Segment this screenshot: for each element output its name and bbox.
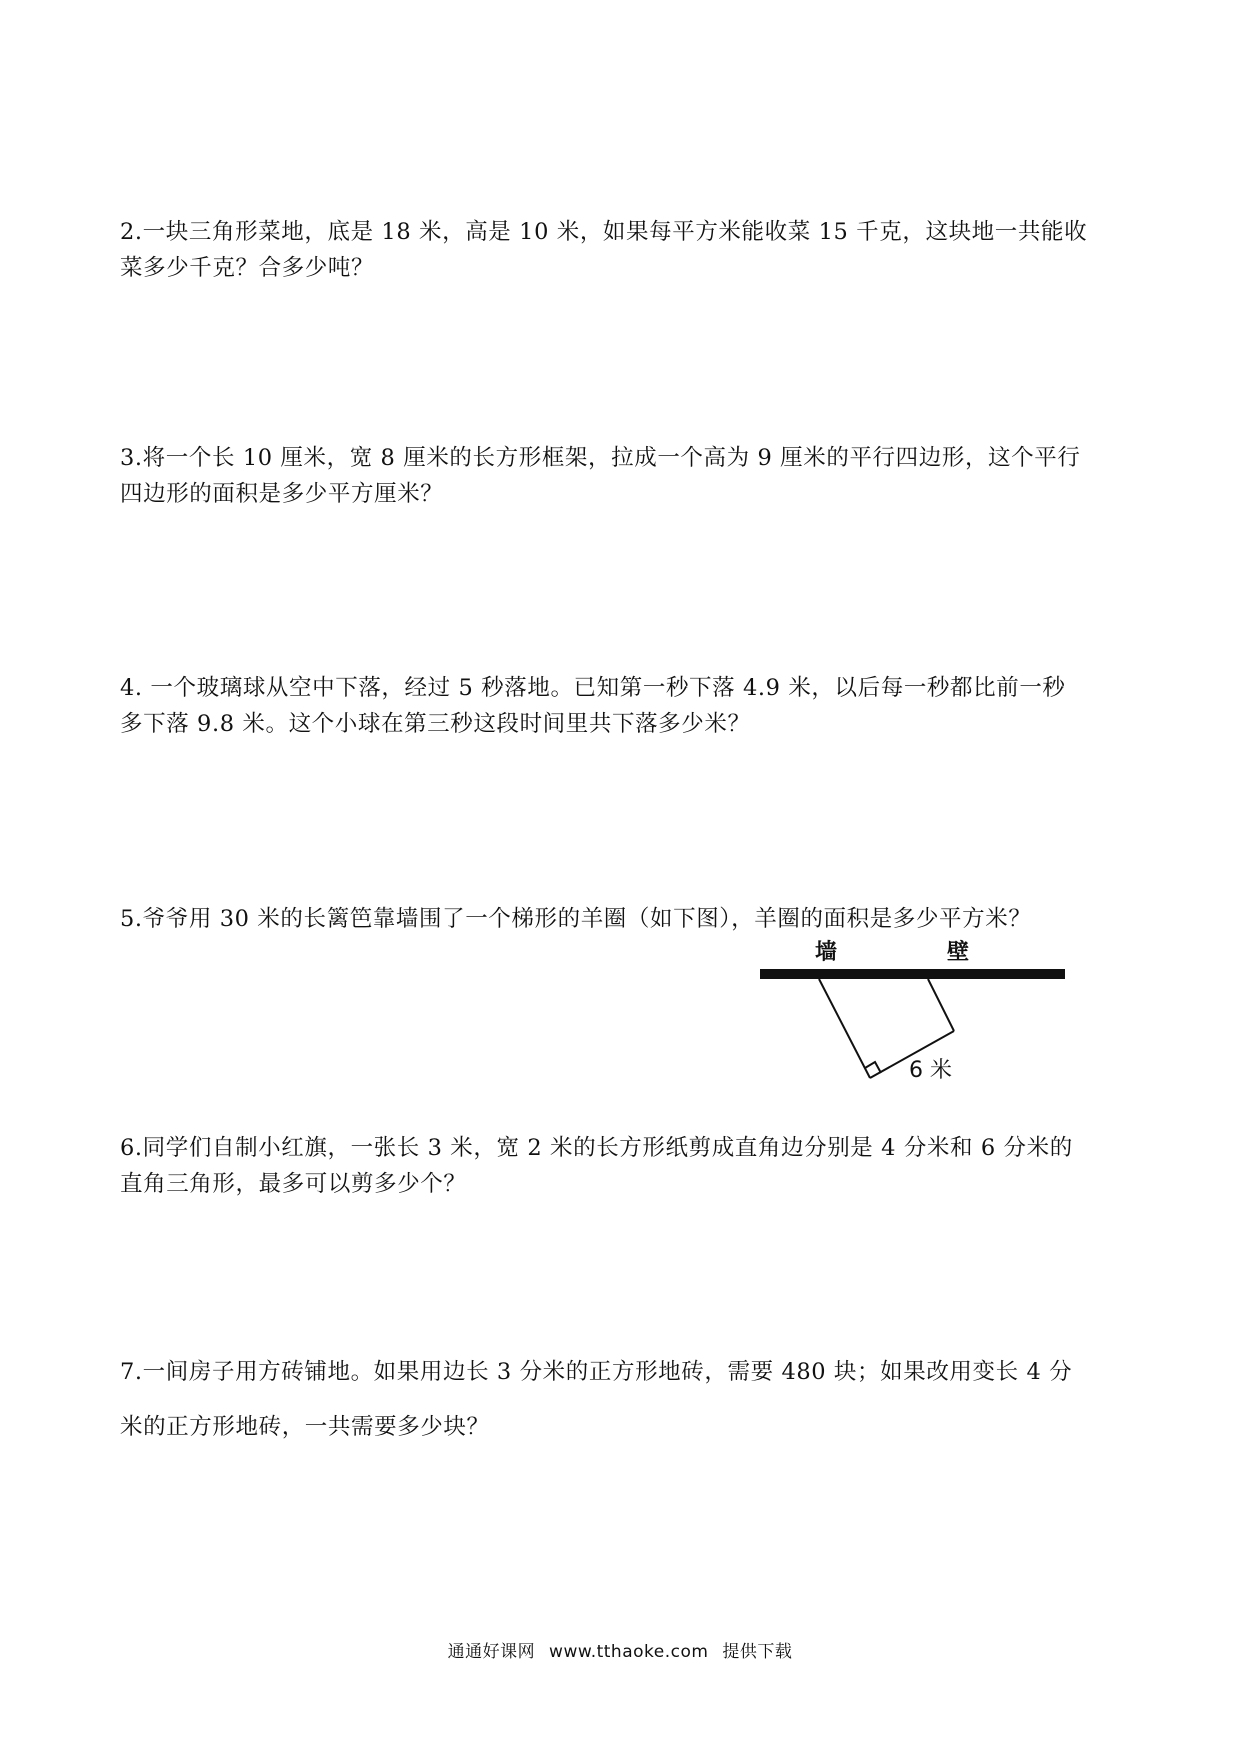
question-2-line-1: 2.一块三角形菜地，底是 18 米，高是 10 米，如果每平方米能收菜 15 千克，这块地一共能收 xyxy=(120,219,1088,245)
question-4-line-2: 多下落 9.8 米。这个小球在第三秒这段时间里共下落多少米？ xyxy=(120,711,751,737)
fence-slanted-side xyxy=(819,979,870,1078)
question-3 xyxy=(120,440,1130,512)
wall-label-left: 墙 xyxy=(815,940,838,965)
question-6-line-1: 6.同学们自制小红旗，一张长 3 米，宽 2 米的长方形纸剪成直角边分别是 4 分米和 6 分米的 xyxy=(120,1135,1073,1161)
wall-line xyxy=(760,969,1065,979)
question-3-line-2: 四边形的面积是多少平方厘米？ xyxy=(120,481,444,507)
wall-label-right: 壁 xyxy=(947,940,970,965)
footer-url[interactable]: www.tthaoke.com xyxy=(549,1642,709,1662)
question-6-line-2: 直角三角形，最多可以剪多少个？ xyxy=(120,1171,467,1197)
footer-site-name: 通通好课网 xyxy=(447,1642,536,1662)
footer-suffix: 提供下载 xyxy=(722,1642,793,1662)
question-2-line-2: 菜多少千克？合多少吨？ xyxy=(120,255,375,281)
question-7-line-2: 米的正方形地砖，一共需要多少块？ xyxy=(120,1414,490,1440)
trapezoid-pen-figure xyxy=(755,930,1075,1100)
question-2 xyxy=(120,214,1130,286)
footer xyxy=(0,1637,1240,1662)
side-length-label: 6 米 xyxy=(909,1058,952,1083)
question-3-line-1: 3.将一个长 10 厘米，宽 8 厘米的长方形框架，拉成一个高为 9 厘米的平行四边形，这个平行 xyxy=(120,445,1081,471)
fence-right-side xyxy=(928,979,954,1031)
question-6 xyxy=(120,1130,1130,1202)
question-5-line-1: 5.爷爷用 30 米的长篱笆靠墙围了一个梯形的羊圈（如下图），羊圈的面积是多少平方米？ xyxy=(120,906,1032,932)
question-4-line-1: 4. 一个玻璃球从空中下落，经过 5 秒落地。已知第一秒下落 4.9 米，以后每一秒都比前一秒 xyxy=(120,675,1066,701)
question-4 xyxy=(120,670,1130,742)
question-7-line-1: 7.一间房子用方砖铺地。如果用边长 3 分米的正方形地砖，需要 480 块；如果改用变长 4 分 xyxy=(120,1359,1073,1385)
question-7 xyxy=(120,1354,1130,1445)
